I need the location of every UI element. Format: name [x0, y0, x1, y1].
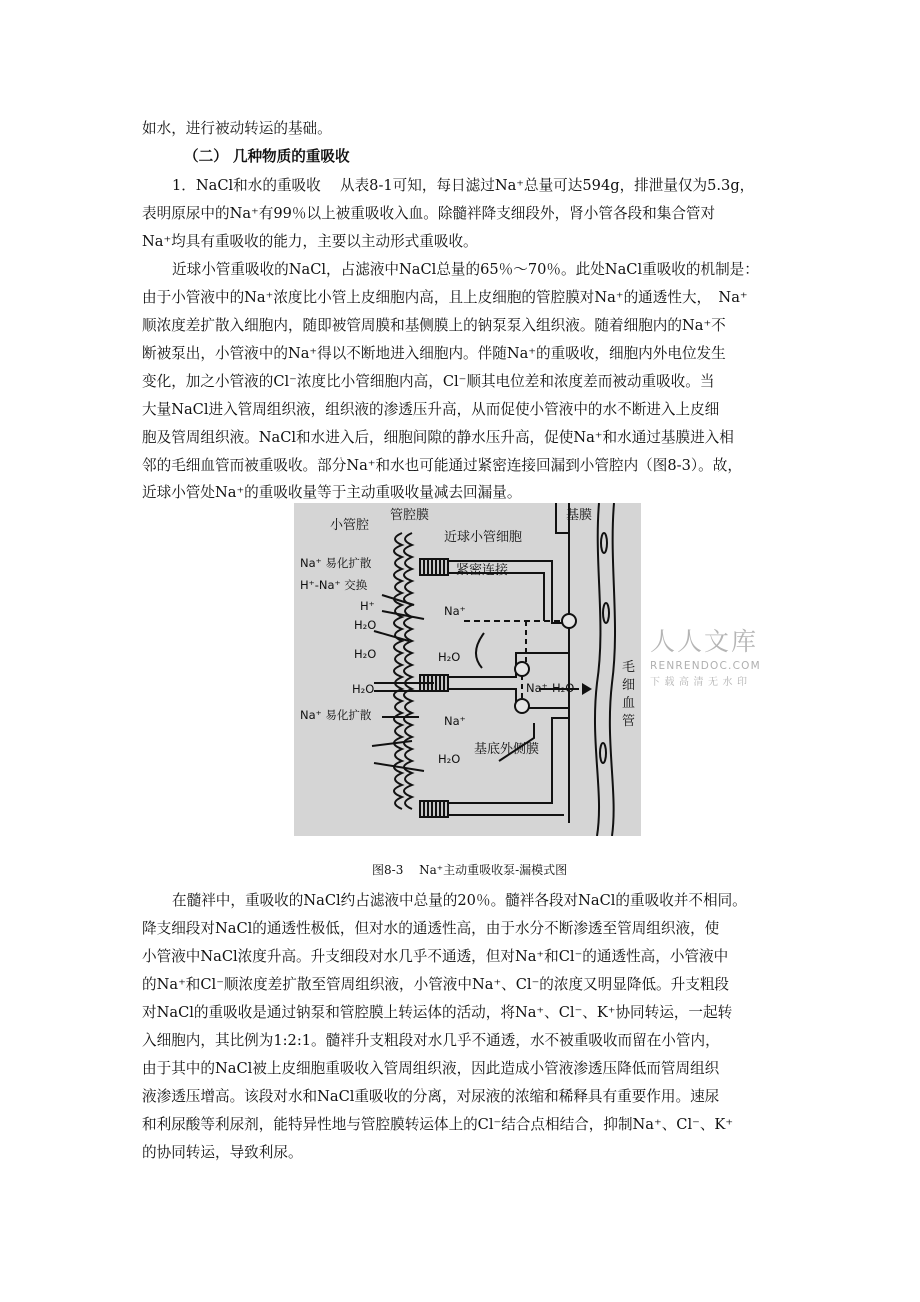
text-line: 近球小管重吸收的NaCl，占滤液中NaCl总量的65％～70％。此处NaCl重吸收的机制是：: [172, 261, 759, 278]
watermark: [650, 622, 780, 688]
text-line: 顺浓度差扩散入细胞内，随即被管周膜和基侧膜上的钠泵泵入组织液。随着细胞内的Na⁺不: [142, 317, 726, 334]
text-line: 变化，加之小管液的Cl⁻浓度比小管细胞内高，Cl⁻顺其电位差和浓度差而被动重吸收。当: [142, 373, 715, 390]
figure-na-pump-leak: [294, 503, 641, 836]
text-line: 由于小管液中的Na⁺浓度比小管上皮细胞内高，且上皮细胞的管腔膜对Na⁺的通透性大， Na⁺: [142, 289, 748, 306]
label-lumen: 小管腔: [330, 518, 370, 533]
figure-diagram: [294, 503, 641, 836]
text-line: 断被泵出，小管液中的Na⁺得以不断地进入细胞内。伴随Na⁺的重吸收，细胞内外电位发生: [142, 345, 726, 362]
pump-3: [515, 699, 529, 713]
label-h-na-exchange: H⁺-Na⁺ 交换: [300, 578, 368, 592]
label-capillary-1: 毛: [622, 660, 636, 675]
pump-2: [515, 662, 529, 676]
text-line: 对NaCl的重吸收是通过钠泵和管腔膜上转运体的活动，将Na⁺、Cl⁻、K⁺协同转运，一起转: [142, 1004, 733, 1021]
text-line: 1．NaCl和水的重吸收 从表8-1可知，每日滤过Na⁺总量可达594g，排泄量仅为5.3g，: [172, 177, 755, 194]
text-line: 小管液中NaCl浓度升高。升支细段对水几乎不通透，但对Na⁺和Cl⁻的通透性高，小管液中: [142, 948, 729, 965]
label-na-ion-3: Na⁺: [444, 714, 466, 728]
text-line: 液渗透压增高。该段对水和NaCl重吸收的分离，对尿液的浓缩和稀释具有重要作用。速尿: [142, 1088, 720, 1105]
capillary-wall: [595, 503, 600, 836]
label-basolateral: 基底外侧膜: [474, 742, 540, 757]
text-line: 入细胞内，其比例为1:2:1。髓袢升支粗段对水几乎不通透，水不被重吸收而留在小管内，: [142, 1032, 720, 1049]
label-na-ion-2: Na⁺: [526, 681, 548, 695]
section-heading: （二） 几种物质的重吸收: [184, 148, 350, 165]
label-h2o-3: H₂O: [438, 650, 461, 664]
label-proximal-cell: 近球小管细胞: [444, 530, 523, 545]
label-h2o-4: H₂O: [352, 682, 375, 696]
text-line: 由于其中的NaCl被上皮细胞重吸收入管周组织液，因此造成小管液渗透压降低而管周组织: [142, 1060, 720, 1077]
text-line: 在髓袢中，重吸收的NaCl约占滤液中总量的20％。髓袢各段对NaCl的重吸收并不相同。: [172, 892, 747, 909]
watermark-url: RENRENDOC.COM: [650, 660, 761, 672]
pump-1: [562, 614, 576, 628]
label-capillary-4: 管: [622, 714, 636, 729]
label-h2o-1: H₂O: [354, 618, 377, 632]
label-capillary-3: 血: [622, 696, 636, 711]
text-line: 和利尿酸等利尿剂，能特异性地与管腔膜转运体上的Cl⁻结合点相结合，抑制Na⁺、Cl⁻、K⁺: [142, 1116, 734, 1133]
label-na-facilitated-2: Na⁺ 易化扩散: [300, 708, 372, 722]
label-tight-junction: 紧密连接: [456, 563, 509, 578]
label-h2o-5: H₂O: [552, 681, 575, 695]
label-basement-membrane: 基膜: [566, 508, 593, 523]
text-line: 的Na⁺和Cl⁻顺浓度差扩散至管周组织液，小管液中Na⁺、Cl⁻的浓度又明显降低。升支粗段: [142, 976, 730, 993]
text-line: Na⁺均具有重吸收的能力，主要以主动形式重吸收。: [142, 233, 478, 250]
label-h2o-6: H₂O: [438, 752, 461, 766]
text-line: 大量NaCl进入管周组织液，组织液的渗透压升高，从而促使小管液中的水不断进入上皮细: [142, 401, 720, 418]
text-line: 邻的毛细血管而被重吸收。部分Na⁺和水也可能通过紧密连接回漏到小管腔内（图8-3）。故，: [142, 457, 742, 474]
label-na-ion-1: Na⁺: [444, 604, 466, 618]
label-h2o-2: H₂O: [354, 647, 377, 661]
figure-caption: 图8-3 Na⁺主动重吸收泵-漏模式图: [372, 863, 568, 877]
label-luminal-membrane: 管腔膜: [390, 508, 430, 523]
watermark-subtitle: 下载高清无水印: [650, 677, 752, 688]
text-line: 胞及管周组织液。NaCl和水进入后，细胞间隙的静水压升高，促使Na⁺和水通过基膜进入相: [142, 429, 734, 446]
text-line: 表明原尿中的Na⁺有99％以上被重吸收入血。除髓袢降支细段外，肾小管各段和集合管对: [142, 205, 716, 222]
text-line: 的协同转运，导致利尿。: [142, 1144, 303, 1161]
label-na-facilitated-1: Na⁺ 易化扩散: [300, 556, 372, 570]
label-h-ion: H⁺: [360, 599, 375, 613]
watermark-logo: 人人文库: [650, 627, 759, 656]
text-line: 降支细段对NaCl的通透性极低，但对水的通透性高，由于水分不断渗透至管周组织液，使: [142, 920, 720, 937]
label-capillary-2: 细: [622, 678, 636, 693]
text-line: 近球小管处Na⁺的重吸收量等于主动重吸收量减去回漏量。: [142, 484, 522, 501]
text-line: 如水，进行被动转运的基础。: [142, 120, 332, 137]
